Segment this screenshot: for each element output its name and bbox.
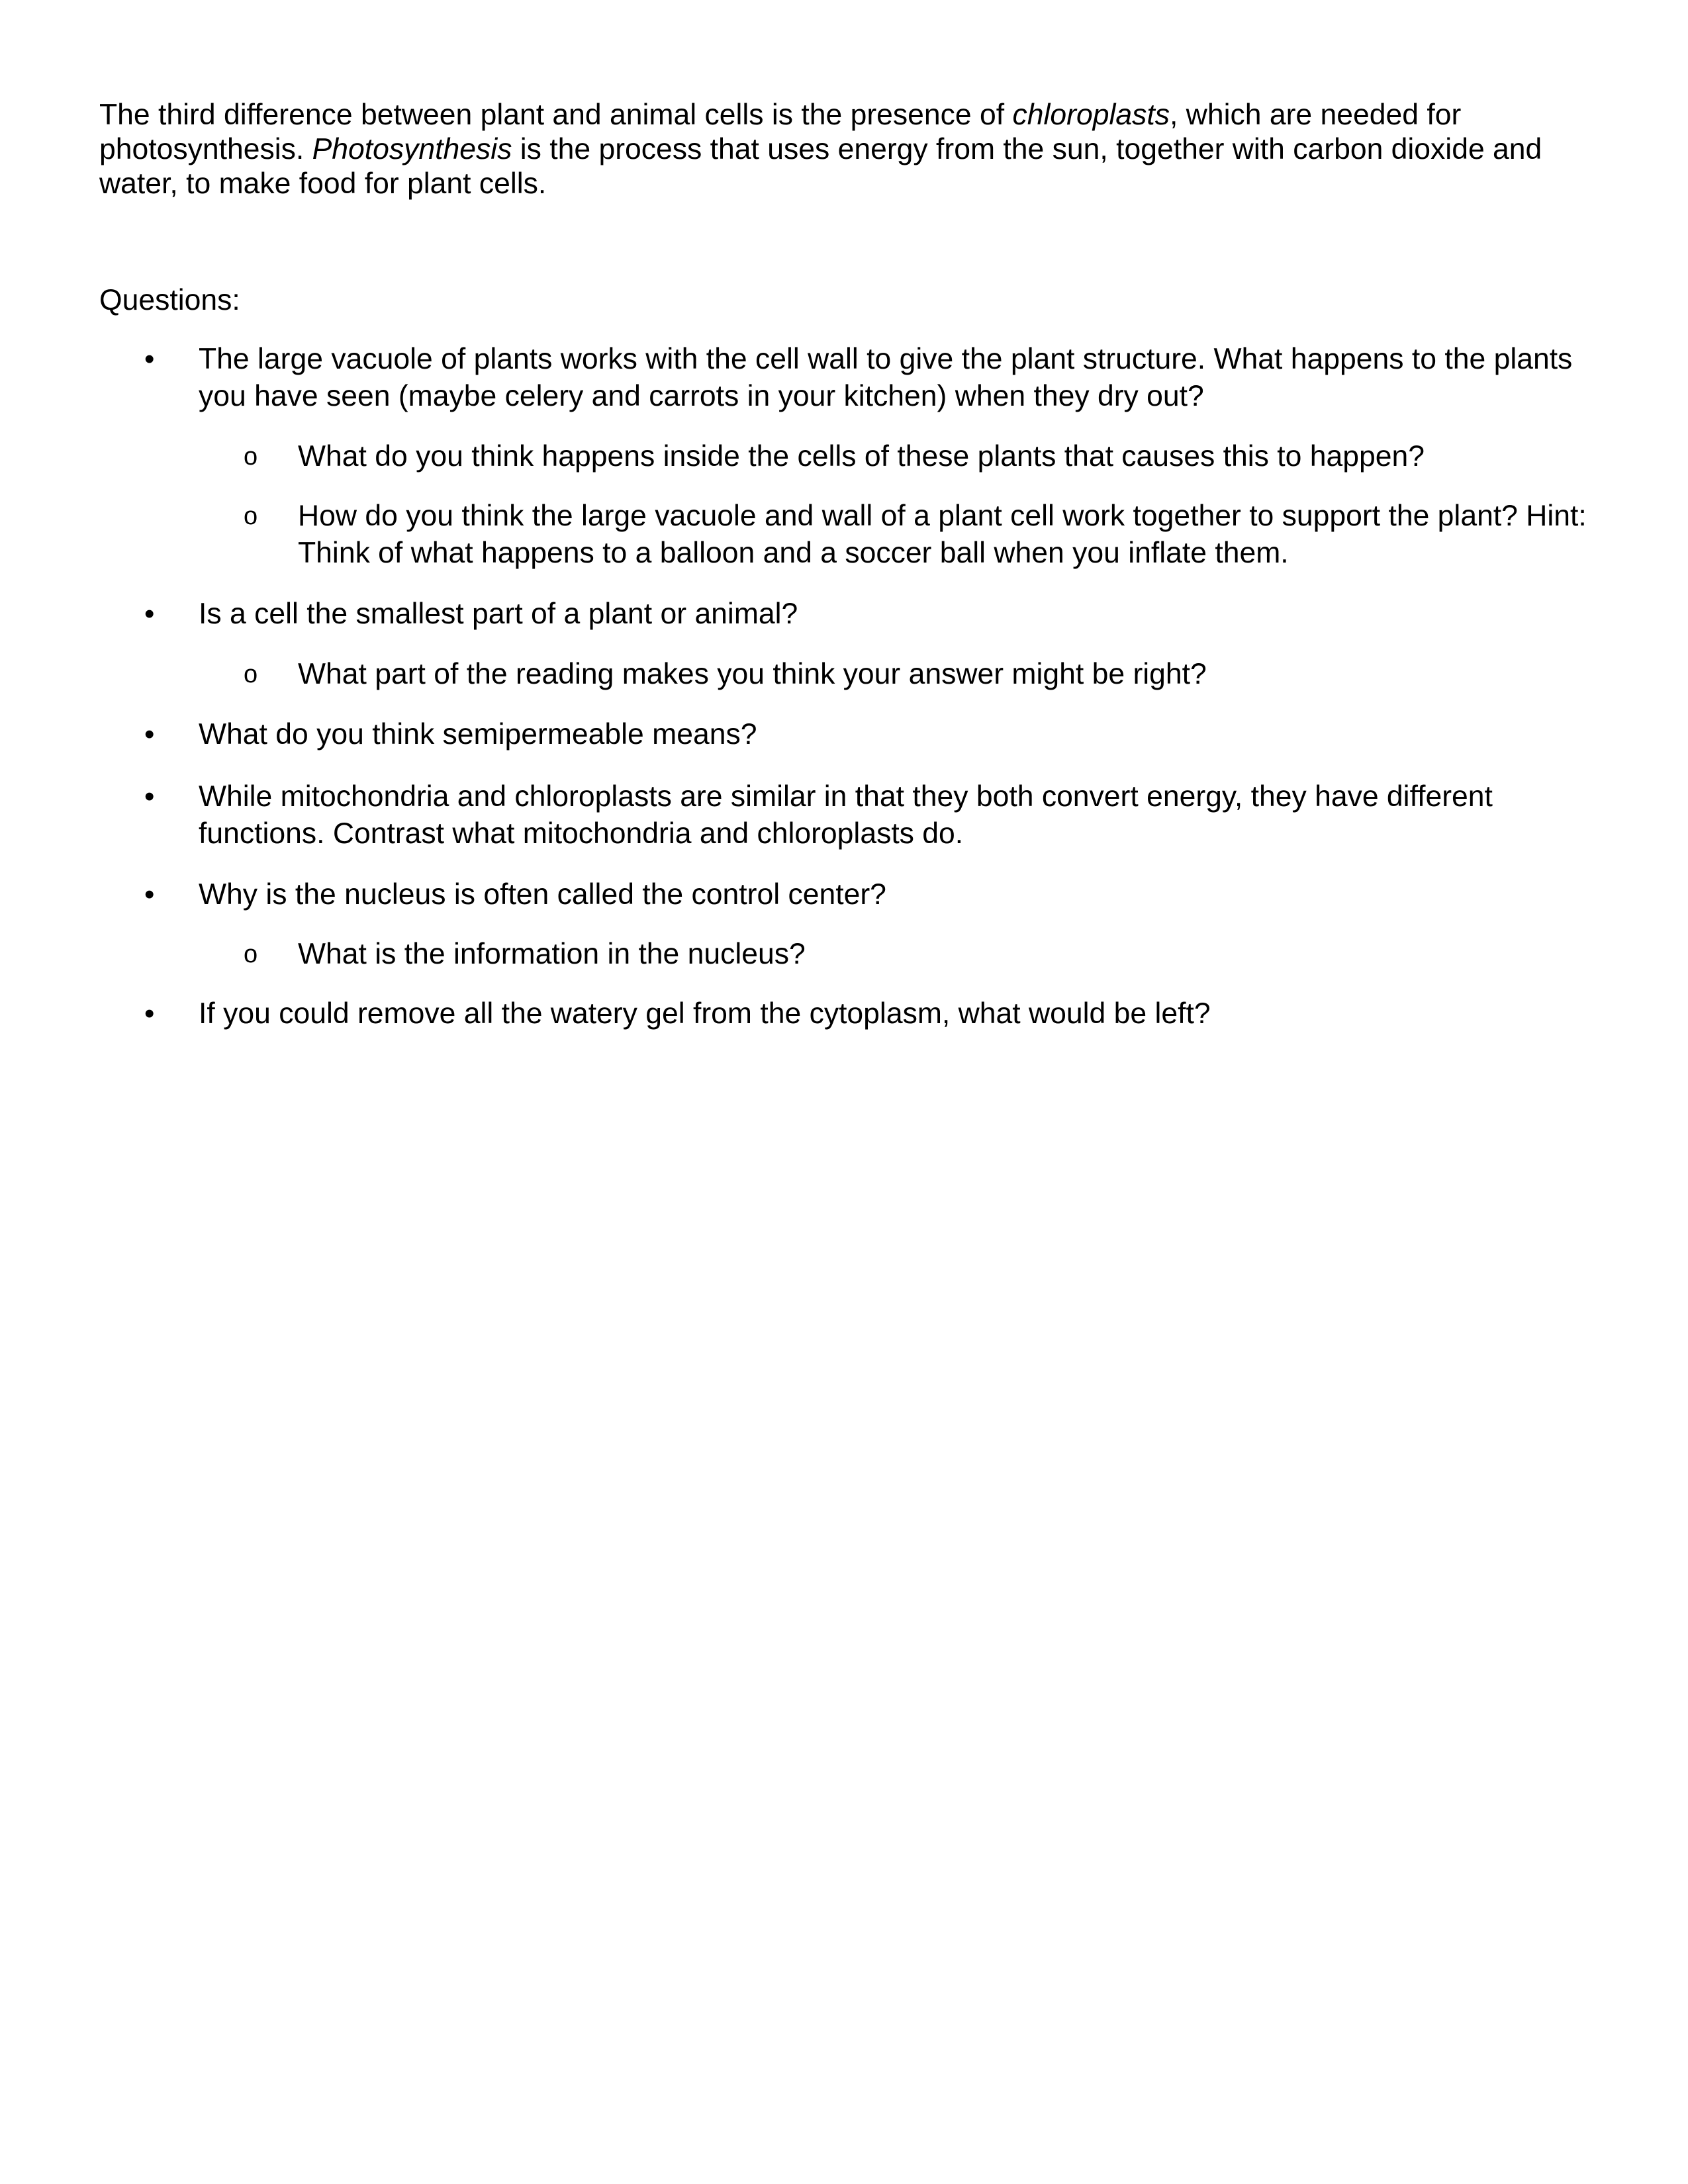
sub-question-text: What is the information in the nucleus? xyxy=(298,938,806,970)
intro-term-photosynthesis: Photosynthesis xyxy=(312,133,512,165)
sub-question-item xyxy=(244,438,1609,475)
bullet-marker: • xyxy=(144,598,155,630)
sub-bullet-marker: o xyxy=(244,940,258,968)
question-item xyxy=(144,778,1575,852)
question-item xyxy=(144,876,1575,913)
bullet-marker: • xyxy=(144,878,155,911)
intro-paragraph xyxy=(99,98,1589,201)
question-text: While mitochondria and chloroplasts are similar in that they both convert energy, they have different functions. Contrast what mitochondria and chloroplasts do. xyxy=(199,780,1493,850)
question-text: What do you think semipermeable means? xyxy=(199,718,757,751)
sub-bullet-marker: o xyxy=(244,502,258,530)
bullet-marker: • xyxy=(144,997,155,1030)
intro-text-1: The third difference between plant and animal cells is the presence of xyxy=(99,99,1013,131)
sub-question-text: How do you think the large vacuole and wall of a plant cell work together to support the plant? Hint: Think of what happens to a balloon and a soccer ball when you inflate them. xyxy=(298,500,1587,569)
sub-question-item xyxy=(244,498,1609,572)
sub-question-item xyxy=(244,936,1609,973)
question-text: Why is the nucleus is often called the control center? xyxy=(199,878,886,911)
sub-bullet-marker: o xyxy=(244,660,258,688)
sub-bullet-marker: o xyxy=(244,443,258,471)
question-text: If you could remove all the watery gel from the cytoplasm, what would be left? xyxy=(199,997,1211,1030)
question-item xyxy=(144,716,1575,753)
intro-term-chloroplasts: chloroplasts xyxy=(1012,99,1170,131)
bullet-marker: • xyxy=(144,780,155,813)
intro-text-2: , which are needed for photosynthesis. xyxy=(99,99,1462,165)
bullet-marker: • xyxy=(144,718,155,751)
question-item xyxy=(144,596,1575,633)
questions-heading: Questions: xyxy=(99,284,240,316)
sub-question-text: What part of the reading makes you think your answer might be right? xyxy=(298,658,1207,690)
sub-question-text: What do you think happens inside the cells of these plants that causes this to happen? xyxy=(298,440,1425,473)
bullet-marker: • xyxy=(144,343,155,375)
sub-question-item xyxy=(244,656,1609,693)
question-item xyxy=(144,341,1575,415)
question-item xyxy=(144,995,1575,1032)
question-text: Is a cell the smallest part of a plant or animal? xyxy=(199,598,798,630)
intro-text-3: is the process that uses energy from the sun, together with carbon dioxide and water, to make food for plant cells. xyxy=(99,133,1542,200)
question-text: The large vacuole of plants works with the cell wall to give the plant structure. What happens to the plants you have seen (maybe celery and carrots in your kitchen) when they dry out? xyxy=(199,343,1573,412)
